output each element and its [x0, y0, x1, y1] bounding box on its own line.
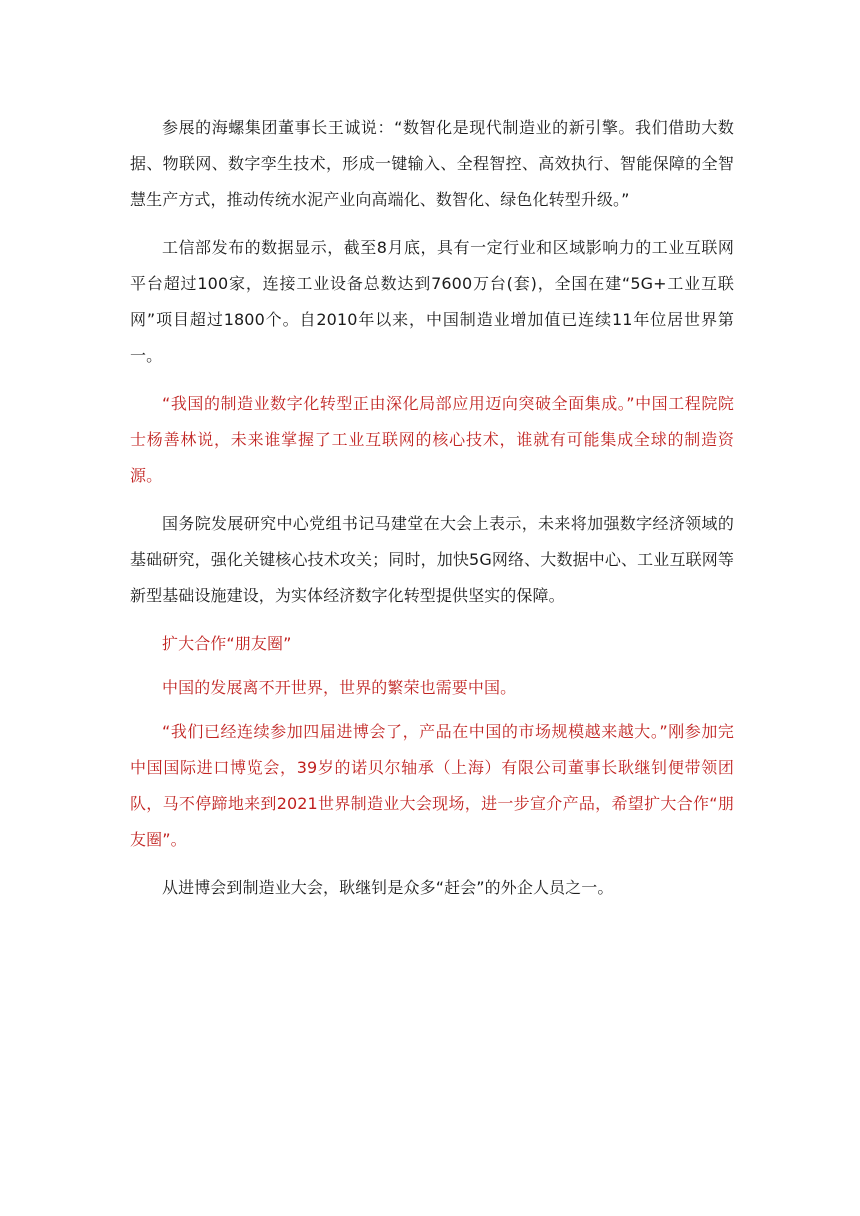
paragraph-foreign-enterprises: 从进博会到制造业大会，耿继钊是众多“赶会”的外企人员之一。 — [162, 878, 614, 897]
paragraph-conch-group-quote: 参展的海螺集团董事长王诚说：“数智化是现代制造业的新引擎。我们借助大数据、物联网、数字孪生技术，形成一键输入、全程智控、高效执行、智能保障的全智慧生产方式，推动传统水泥产业向高端化、数智化、绿色化转型升级。” — [130, 118, 734, 209]
paragraph-bearing-company-quote: “我们已经连续参加四届进博会了，产品在中国的市场规模越来越大。”刚参加完中国国际进口博览会，39岁的诺贝尔轴承（上海）有限公司董事长耿继钊便带领团队，马不停蹄地来到2021世界制造业大会现场，进一步宣介产品，希望扩大合作“朋友圈”。 — [130, 722, 734, 849]
paragraph-academician-quote: “我国的制造业数字化转型正由深化局部应用迈向突破全面集成。”中国工程院院士杨善林说，未来谁掌握了工业互联网的核心技术，谁就有可能集成全球的制造资源。 — [130, 394, 734, 485]
section-heading-friends-circle: 扩大合作“朋友圈” — [162, 634, 292, 653]
paragraph-state-council-remarks: 国务院发展研究中心党组书记马建堂在大会上表示，未来将加强数字经济领域的基础研究，强化关键核心技术攻关；同时，加快5G网络、大数据中心、工业互联网等新型基础设施建设，为实体经济数字化转型提供坚实的保障。 — [130, 514, 734, 605]
paragraph-china-and-world: 中国的发展离不开世界，世界的繁荣也需要中国。 — [162, 678, 517, 697]
document-body — [130, 110, 734, 918]
paragraph-miit-data: 工信部发布的数据显示，截至8月底，具有一定行业和区域影响力的工业互联网平台超过100家，连接工业设备总数达到7600万台(套)，全国在建“5G+工业互联网”项目超过1800个。自2010年以来，中国制造业增加值已连续11年位居世界第一。 — [130, 238, 734, 365]
